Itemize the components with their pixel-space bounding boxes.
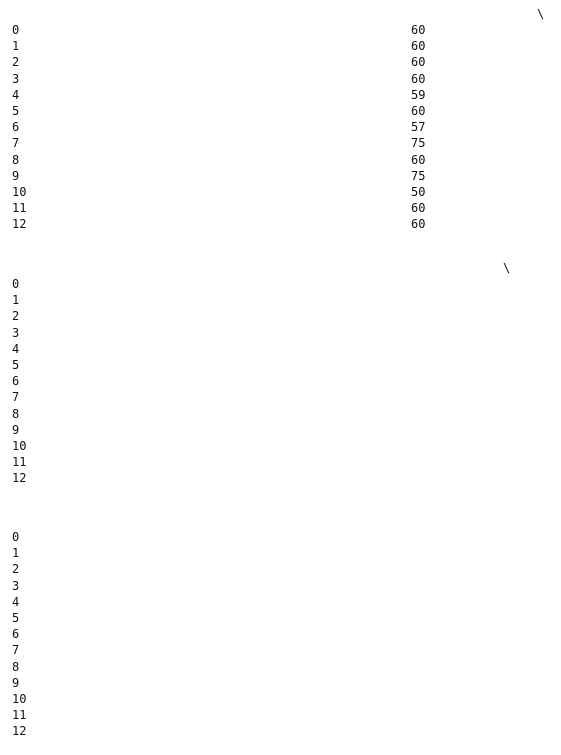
table-cell: 75 xyxy=(411,168,426,183)
table-cell: 50 xyxy=(411,185,426,199)
table-cell: 60 xyxy=(411,71,426,86)
table-cell: 75 xyxy=(411,136,426,151)
row-index: 2 xyxy=(12,55,20,70)
row-index: 0 xyxy=(12,277,20,291)
line-continuation-marker: \ xyxy=(537,7,545,21)
row-index: 6 xyxy=(12,120,20,135)
row-index: 10 xyxy=(12,439,27,453)
row-index: 7 xyxy=(12,643,20,658)
row-index: 9 xyxy=(12,168,20,183)
row-index: 7 xyxy=(12,136,20,151)
row-index: 5 xyxy=(12,104,20,118)
row-index: 12 xyxy=(12,724,27,739)
table-cell: 60 xyxy=(411,23,426,37)
row-index: 12 xyxy=(12,217,27,232)
row-index: 2 xyxy=(12,562,20,577)
row-index: 4 xyxy=(12,594,20,609)
row-index: 5 xyxy=(12,358,20,372)
row-index: 1 xyxy=(12,39,20,54)
row-index: 0 xyxy=(12,23,20,37)
row-index: 3 xyxy=(12,325,20,340)
row-index: 1 xyxy=(12,293,20,308)
row-index: 9 xyxy=(12,422,20,437)
row-index: 12 xyxy=(12,471,27,486)
row-index: 1 xyxy=(12,546,20,561)
row-index: 11 xyxy=(12,455,27,470)
row-index: 10 xyxy=(12,692,27,706)
row-index: 3 xyxy=(12,578,20,593)
row-index: 7 xyxy=(12,390,20,405)
table-cell: 57 xyxy=(411,120,426,135)
row-index: 4 xyxy=(12,87,20,102)
table-cell: 60 xyxy=(411,217,426,232)
table-cell: 60 xyxy=(411,201,426,216)
row-index: 6 xyxy=(12,627,20,642)
row-index: 0 xyxy=(12,530,20,544)
table-cell: 59 xyxy=(411,87,426,102)
row-index: 11 xyxy=(12,201,27,216)
row-index: 10 xyxy=(12,185,27,199)
table-cell: 60 xyxy=(411,104,426,118)
row-index: 8 xyxy=(12,152,20,167)
row-index: 5 xyxy=(12,611,20,625)
table-cell: 60 xyxy=(411,55,426,70)
row-index: 8 xyxy=(12,406,20,421)
row-index: 3 xyxy=(12,71,20,86)
row-index: 6 xyxy=(12,374,20,389)
table-cell: 60 xyxy=(411,152,426,167)
line-continuation-marker: \ xyxy=(503,261,511,275)
row-index: 11 xyxy=(12,708,27,723)
row-index: 9 xyxy=(12,675,20,690)
table-cell: 60 xyxy=(411,39,426,54)
row-index: 2 xyxy=(12,309,20,324)
row-index: 8 xyxy=(12,659,20,674)
row-index: 4 xyxy=(12,341,20,356)
